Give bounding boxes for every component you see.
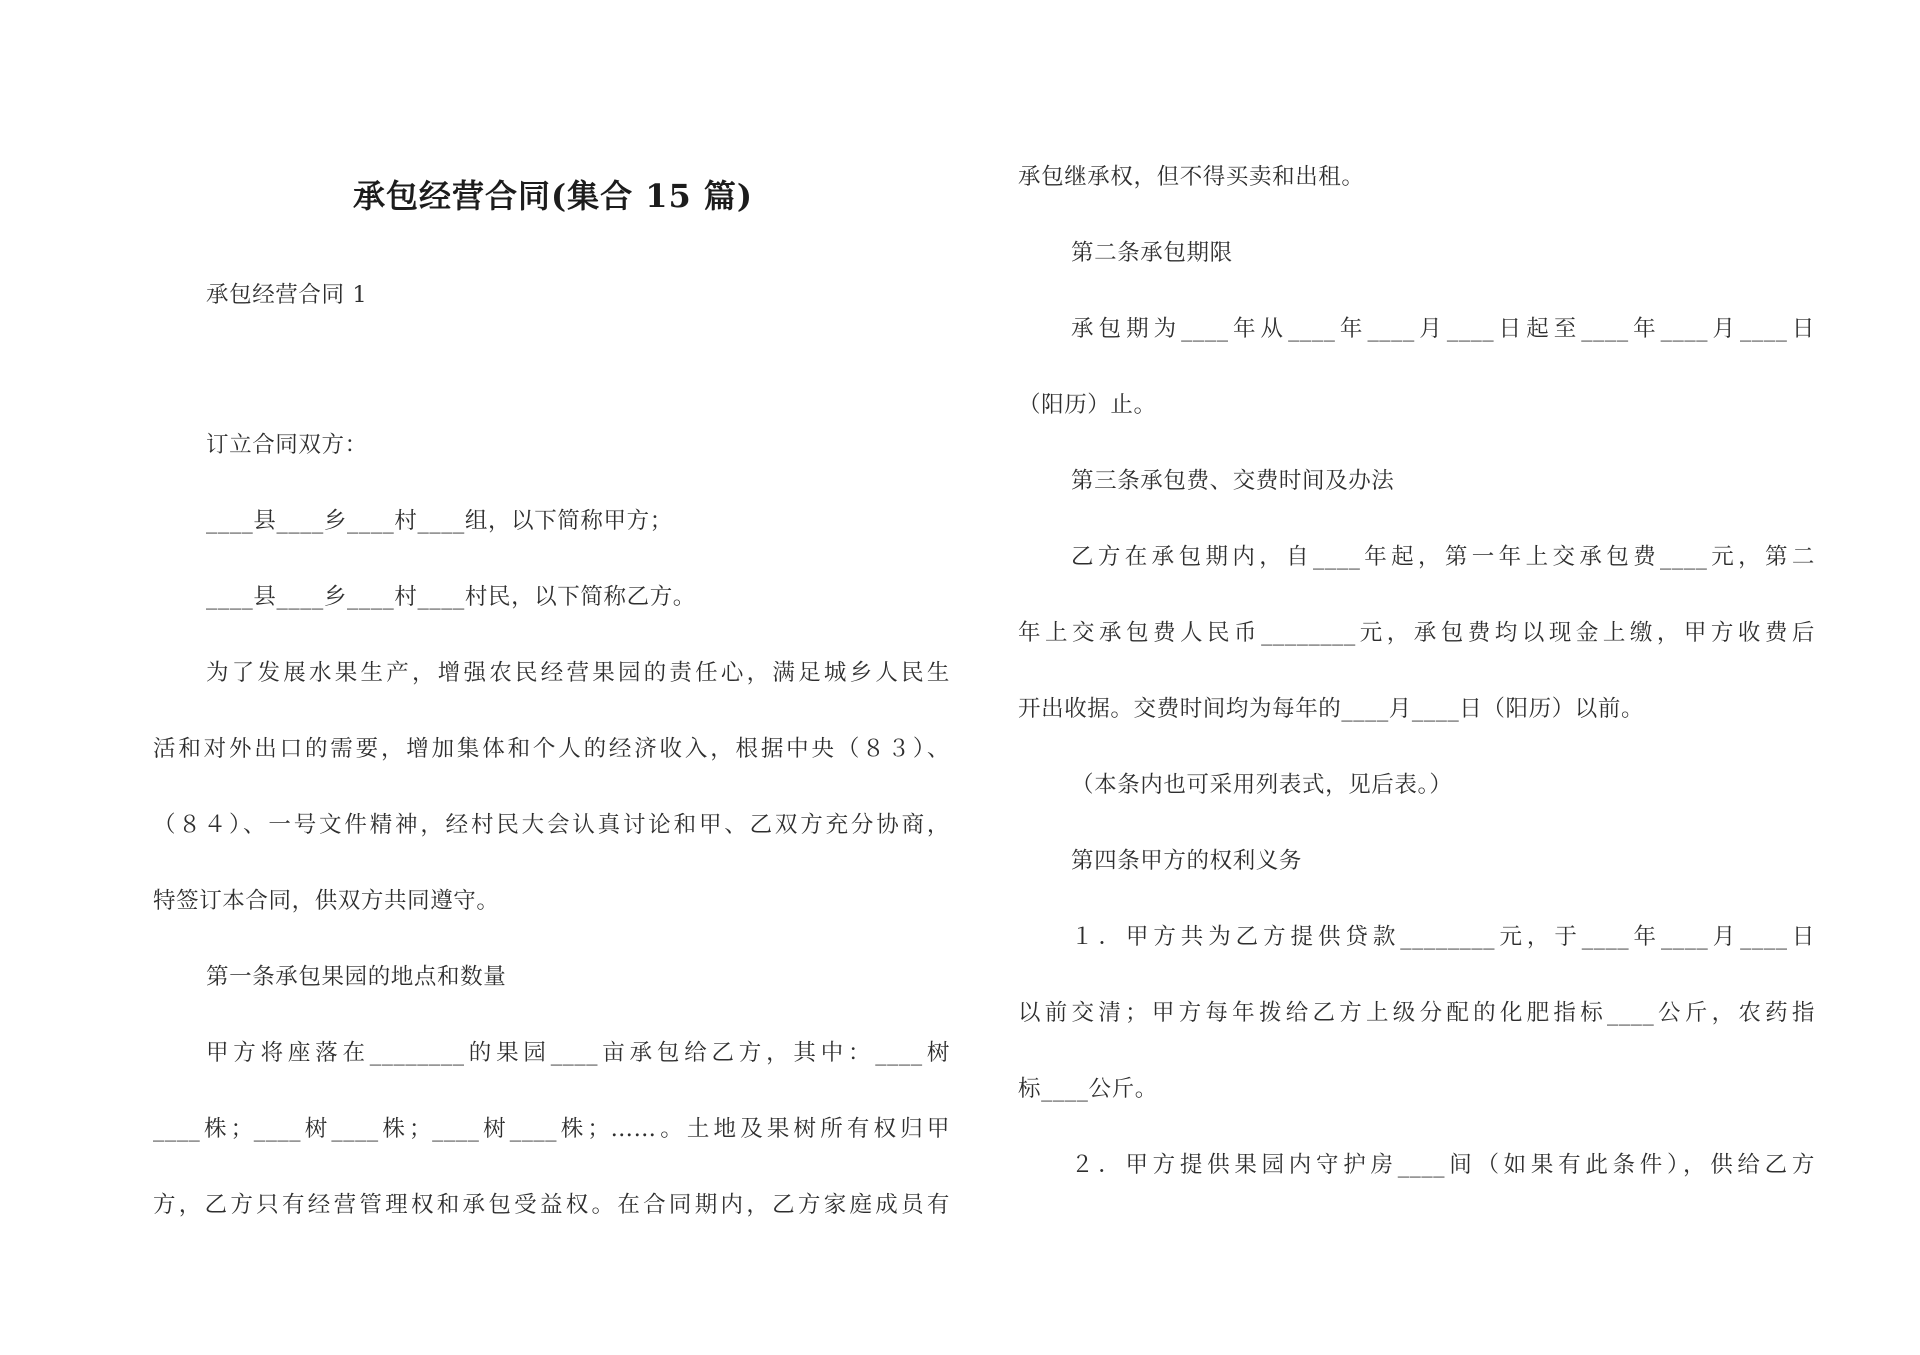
paragraph-line: 甲方将座落在________的果园____亩承包给乙方，其中：____树	[206, 1040, 950, 1066]
paragraph-line: （本条内也可采用列表式，见后表。）	[1071, 772, 1453, 798]
document-title: 承包经营合同(集合 15 篇)	[352, 177, 754, 215]
paragraph-line: （８４）、一号文件精神，经村民大会认真讨论和甲、乙双方充分协商，	[153, 812, 950, 838]
paragraph-line: ２．甲方提供果园内守护房____间（如果有此条件），供给乙方	[1071, 1152, 1815, 1178]
paragraph-line: 活和对外出口的需要，增加集体和个人的经济收入，根据中央（８３）、	[153, 736, 950, 762]
section-heading: 第一条承包果园的地点和数量	[206, 964, 507, 990]
paragraph-line: ____县____乡____村____组，以下简称甲方；	[206, 508, 673, 534]
paragraph-line: １．甲方共为乙方提供贷款________元，于____年____月____日	[1071, 924, 1815, 950]
section-heading: 第二条承包期限	[1071, 240, 1233, 266]
section-heading: 第三条承包费、交费时间及办法	[1071, 468, 1395, 494]
paragraph-line: 订立合同双方：	[206, 432, 368, 458]
paragraph-line: 以前交清；甲方每年拨给乙方上级分配的化肥指标____公斤，农药指	[1018, 1000, 1815, 1026]
paragraph-line: ____县____乡____村____村民，以下简称乙方。	[206, 584, 696, 610]
paragraph-line: （阳历）止。	[1018, 392, 1157, 418]
paragraph-line: 承包期为____年从____年____月____日起至____年____月____日	[1071, 316, 1815, 342]
paragraph-line: 特签订本合同，供双方共同遵守。	[153, 888, 500, 914]
paragraph-line: ____株；____树____株；____树____株；……。土地及果树所有权归甲	[153, 1116, 950, 1142]
paragraph-line: 方，乙方只有经营管理权和承包受益权。在合同期内，乙方家庭成员有	[153, 1192, 950, 1218]
paragraph-line: 为了发展水果生产，增强农民经营果园的责任心，满足城乡人民生	[206, 660, 950, 686]
paragraph-line: 标____公斤。	[1018, 1076, 1158, 1102]
paragraph-line: 承包继承权，但不得买卖和出租。	[1018, 164, 1365, 190]
section-heading: 第四条甲方的权利义务	[1071, 848, 1303, 874]
contract-subtitle: 承包经营合同 1	[206, 282, 368, 308]
paragraph-line: 开出收据。交费时间均为每年的____月____日（阳历）以前。	[1018, 696, 1645, 722]
paragraph-line: 乙方在承包期内，自____年起，第一年上交承包费____元，第二	[1071, 544, 1815, 570]
paragraph-line: 年上交承包费人民币________元，承包费均以现金上缴，甲方收费后	[1018, 620, 1815, 646]
